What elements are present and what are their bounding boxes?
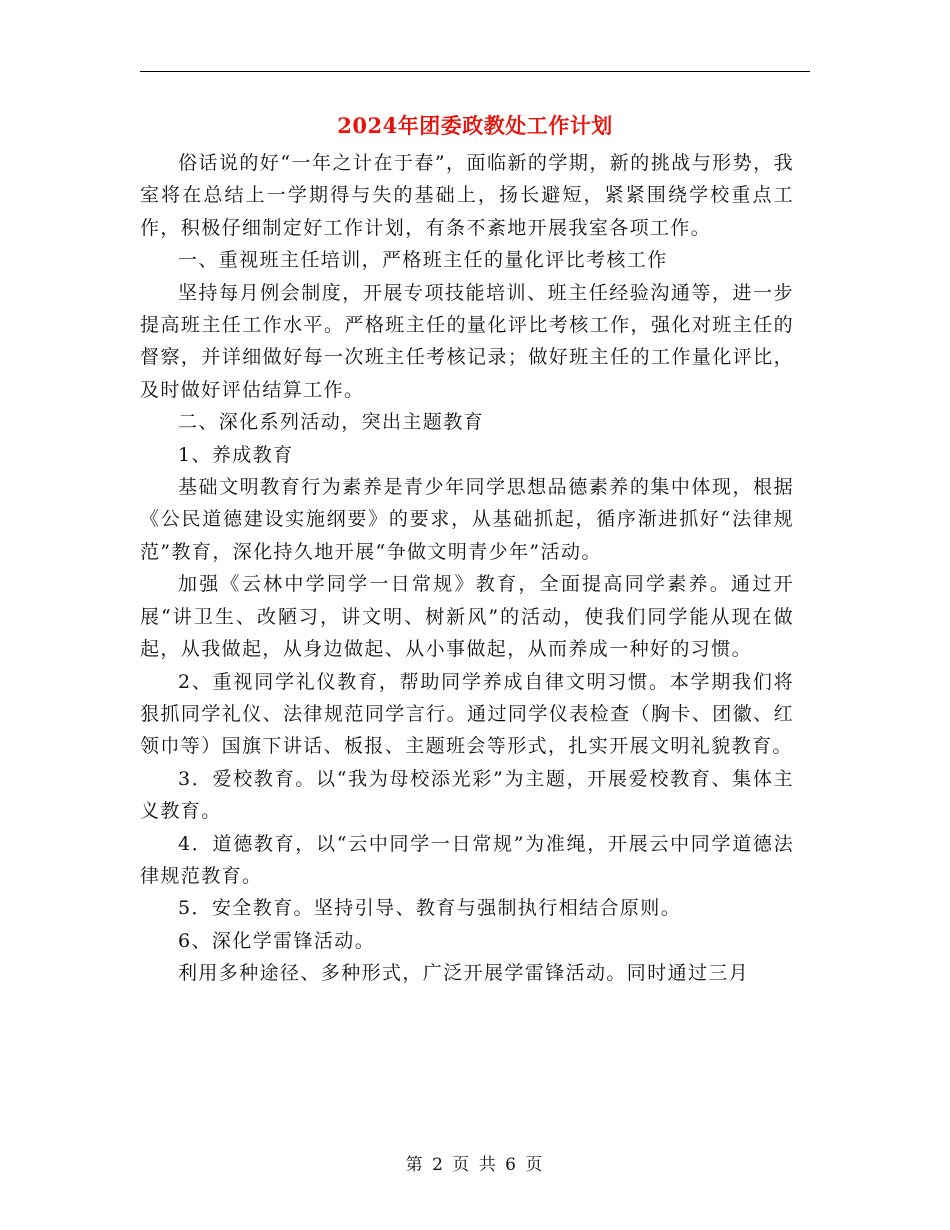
page-footer: 第 2 页 共 6 页 (405, 1155, 545, 1175)
paragraph-lei-feng-activities: 利用多种途径、多种形式，广泛开展学雷锋活动。同时通过三月 (178, 962, 750, 985)
paragraph-etiquette: 2、重视同学礼仪教育，帮助同学养成自律文明习惯。本学期我们将狠抓同学礼仪、法律规范同学言行。通过同学仪表检查（胸卡、团徽、红领巾等）国旗下讲话、板报、主题班会等形式，扎实开展文明礼貌教育。 (140, 670, 794, 758)
document-body (140, 147, 794, 990)
subheading-lei-feng: 6、深化学雷锋活动。 (178, 929, 376, 952)
paragraph-moral-education: 4．道德教育，以“云中同学一日常规”为准绳，开展云中同学道德法律规范教育。 (140, 832, 794, 887)
section-heading-2: 二、深化系列活动，突出主题教育 (178, 411, 485, 434)
paragraph-intro: 俗话说的好“一年之计在于春”，面临新的学期，新的挑战与形势，我室将在总结上一学期得与失的基础上，扬长避短，紧紧围绕学校重点工作，积极仔细制定好工作计划，有条不紊地开展我室各项工作。 (140, 152, 794, 239)
paragraph-safety-education: 5．安全教育。坚持引导、教育与强制执行相结合原则。 (178, 897, 682, 920)
paragraph-basic-civility: 基础文明教育行为素养是青少年同学思想品德素养的集中体现，根据《公民道德建设实施纲要》的要求，从基础抓起，循序渐进抓好“法律规范”教育，深化持久地开展“争做文明青少年”活动。 (140, 476, 794, 563)
subheading-habit-education: 1、养成教育 (178, 443, 294, 466)
section-heading-1: 一、重视班主任培训，严格班主任的量化评比考核工作 (178, 249, 668, 272)
paragraph-school-love: 3．爱校教育。以“我为母校添光彩”为主题，开展爱校教育、集体主义教育。 (140, 767, 794, 823)
paragraph-class-teacher: 坚持每月例会制度，开展专项技能培训、班主任经验沟通等，进一步提高班主任工作水平。严格班主任的量化评比考核工作，强化对班主任的督察，并详细做好每一次班主任考核记录；做好班主任的工作量化评比，及时做好评估结算工作。 (140, 281, 794, 401)
header-rule (140, 71, 810, 72)
paragraph-daily-rules: 加强《云林中学同学一日常规》教育，全面提高同学素养。通过开展“讲卫生、改陋习，讲文明、树新风”的活动，使我们同学能从现在做起，从我做起，从身边做起、从小事做起，从而养成一种好的习惯。 (140, 573, 794, 661)
document-title: 2024年团委政教处工作计划 (337, 113, 613, 138)
